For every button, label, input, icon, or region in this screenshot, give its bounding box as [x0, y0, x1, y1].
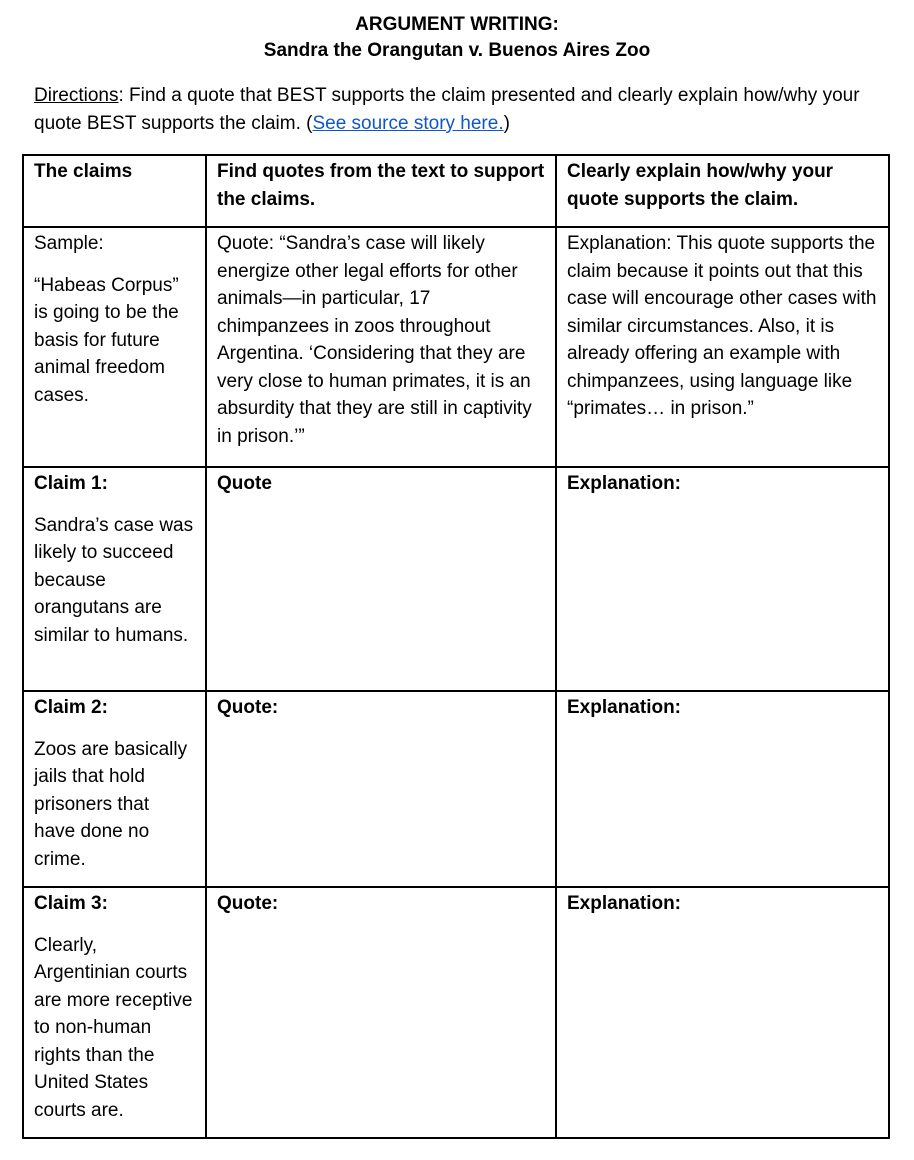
header-claims: The claims [23, 155, 206, 227]
sample-quote-cell [206, 227, 556, 467]
worksheet-subtitle: Sandra the Orangutan v. Buenos Aires Zoo [263, 40, 651, 61]
claim-2-row [23, 691, 889, 887]
claim-3-quote-cell[interactable] [206, 887, 556, 1138]
worksheet-title: ARGUMENT WRITING: [355, 14, 559, 35]
sample-claim-cell [23, 227, 206, 467]
claim-3-explanation-cell[interactable] [556, 887, 889, 1138]
claim-2-text: Zoos are basically jails that hold prisoners that have done no crime. [34, 738, 188, 870]
claim-1-row [23, 467, 889, 691]
claim-3-row [23, 887, 889, 1138]
directions-closing-paren: ) [503, 113, 510, 134]
source-story-link[interactable]: See source story here. [312, 113, 504, 134]
claim-2-cell [23, 691, 206, 887]
header-quotes: Find quotes from the text to support the claims. [206, 155, 556, 227]
claim-1-quote-cell[interactable] [206, 467, 556, 691]
claim-2-label: Claim 2: [34, 697, 108, 718]
claim-1-text: Sandra’s case was likely to succeed because orangutans are similar to humans. [34, 514, 194, 646]
sample-explanation-cell [556, 227, 889, 467]
sample-claim-text: “Habeas Corpus” is going to be the basis for future animal freedom cases. [34, 274, 179, 406]
claim-1-label: Claim 1: [34, 473, 108, 494]
claim-1-quote-label: Quote [217, 473, 272, 494]
sample-label: Sample: [34, 233, 104, 254]
claim-3-quote-label: Quote: [217, 893, 279, 914]
claims-table [22, 154, 890, 1139]
claim-2-explanation-cell[interactable] [556, 691, 889, 887]
directions-label: Directions [34, 85, 119, 106]
directions-text: : Find a quote that BEST supports the claim presented and clearly explain how/why your quote BEST supports the claim. ( [34, 85, 860, 134]
claim-2-quote-cell[interactable] [206, 691, 556, 887]
claim-3-text: Clearly, Argentinian courts are more receptive to non-human rights than the United States courts are. [34, 934, 193, 1121]
claim-3-explanation-label: Explanation: [567, 893, 682, 914]
claim-1-cell [23, 467, 206, 691]
directions-paragraph [34, 82, 884, 138]
claim-2-explanation-label: Explanation: [567, 697, 682, 718]
header-row [23, 155, 889, 227]
sample-quote-text: Quote: “Sandra’s case will likely energize other legal efforts for other animals—in particular, 17 chimpanzees in zoos throughout Argentina. ‘Considering that they are very close to human primates, it is an absurdity that they are still in captivity in prison.’” [217, 233, 532, 447]
header-explanation: Clearly explain how/why your quote supports the claim. [556, 155, 889, 227]
sample-explanation-text: Explanation: This quote supports the claim because it points out that this case will encourage other cases with similar circumstances. Also, it is already offering an example with chimpanzees, using language like “primates… in prison.” [567, 233, 877, 419]
claim-2-quote-label: Quote: [217, 697, 279, 718]
claim-1-explanation-cell[interactable] [556, 467, 889, 691]
claim-3-cell [23, 887, 206, 1138]
claim-1-explanation-label: Explanation: [567, 473, 682, 494]
claim-3-label: Claim 3: [34, 893, 108, 914]
sample-row [23, 227, 889, 467]
